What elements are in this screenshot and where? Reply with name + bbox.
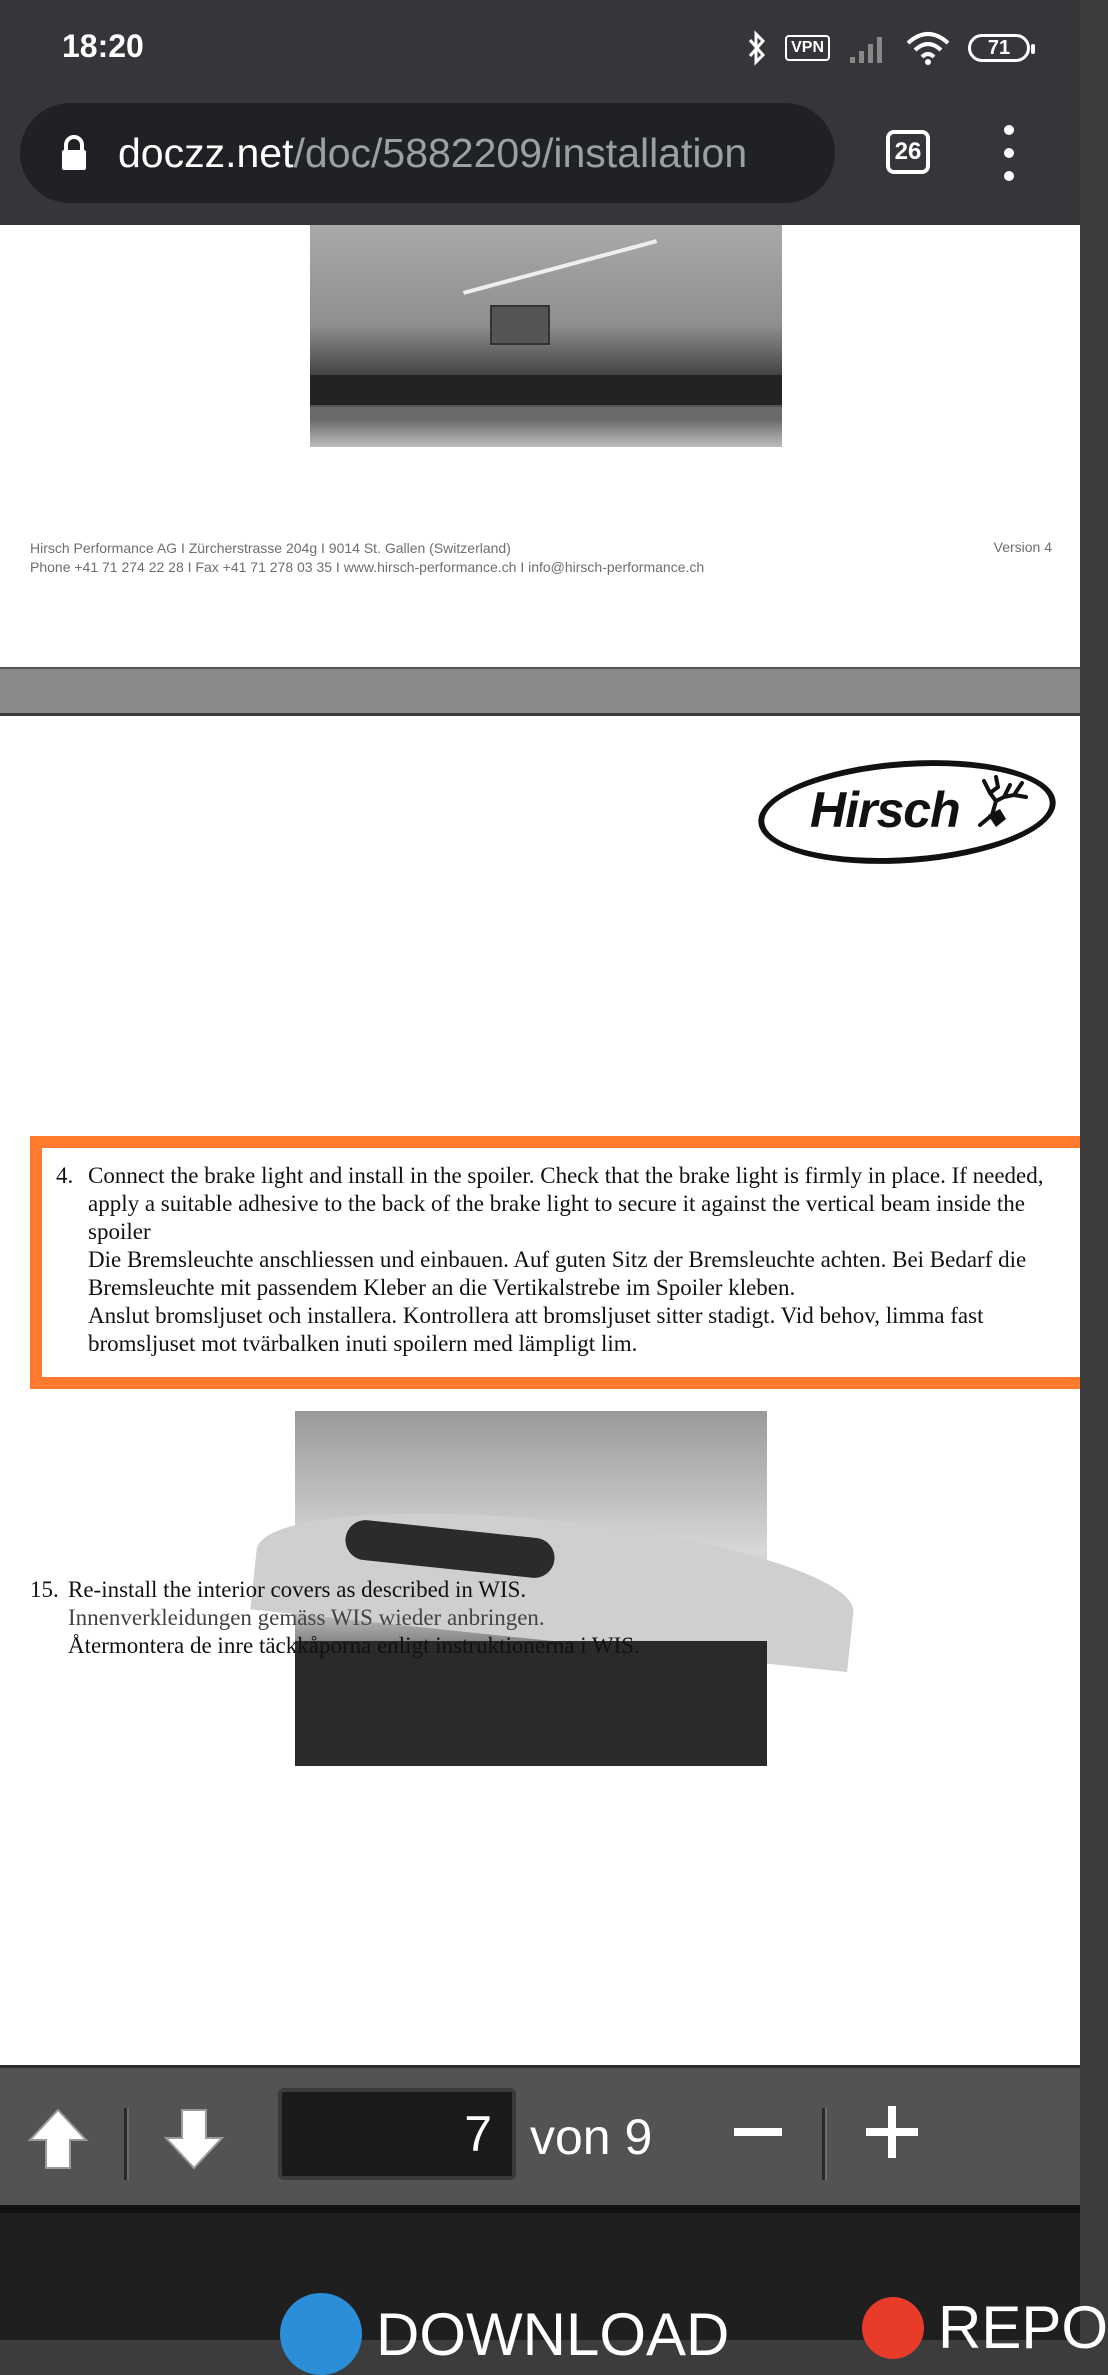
stag-icon <box>970 775 1034 839</box>
highlighted-step-box <box>30 1136 1080 1389</box>
step-number: 4. <box>56 1163 74 1188</box>
page-number-input[interactable]: 7 <box>278 2088 516 2180</box>
download-cloud-icon <box>280 2293 362 2375</box>
page-gap <box>0 669 1080 717</box>
url-text <box>118 130 747 177</box>
lock-icon <box>60 135 88 171</box>
battery-icon <box>968 34 1030 62</box>
tab-count: 26 <box>894 138 922 165</box>
installation-photo-top <box>310 225 782 447</box>
step-body <box>88 1162 1078 1358</box>
overflow-menu-button[interactable] <box>994 125 1024 181</box>
url-host: doczz.net <box>118 129 294 176</box>
report-label: REPO <box>938 2294 1108 2361</box>
browser-toolbar <box>0 95 1080 225</box>
footer-address: Hirsch Performance AG I Zürcherstrasse 204g I 9014 St. Gallen (Switzerland) <box>30 540 511 556</box>
previous-page-button[interactable] <box>28 2108 88 2170</box>
photo-beam-edge <box>310 407 782 421</box>
step-text-de: Innenverkleidungen gemäss WIS wieder anbringen. <box>68 1605 545 1630</box>
page-total-label: von 9 <box>530 2109 653 2165</box>
step-text-de: Die Bremsleuchte anschliessen und einbauen. Auf guten Sitz der Bremsleuchte achten. Bei Bedarf die Bremsleuchte mit passendem Kleber an die Vertikalstrebe im Spoiler kleben. <box>88 1247 1027 1300</box>
status-icons <box>747 28 1030 68</box>
photo-cable <box>463 239 657 295</box>
zoom-out-button[interactable] <box>734 2128 782 2136</box>
vpn-icon: VPN <box>785 35 830 61</box>
zoom-in-button[interactable] <box>866 2106 918 2158</box>
step-text-en: Re-install the interior covers as described in WIS. <box>68 1577 527 1602</box>
step-text-sv: Anslut bromsljuset och installera. Kontrollera att bromsljuset sitter stadigt. Vid behov, limma fast bromsljuset mot tvärbalken inuti spoilern med lämpligt lim. <box>88 1303 984 1356</box>
download-label: DOWNLOAD <box>376 2300 730 2368</box>
next-page-button[interactable] <box>164 2108 224 2170</box>
menu-dot <box>1004 125 1014 135</box>
bluetooth-icon <box>747 31 767 65</box>
url-path: /doc/5882209/installation <box>293 129 748 176</box>
status-bar <box>0 0 1080 95</box>
pdf-page-7 <box>0 716 1080 2065</box>
battery-level: 71 <box>987 36 1011 59</box>
photo-connector <box>490 305 550 345</box>
pdf-navigation-bar <box>0 2065 1080 2205</box>
step-text-sv: Återmontera de inre täckkåporna enligt instruktionerna i WIS. <box>68 1633 640 1658</box>
menu-dot <box>1004 171 1014 181</box>
hirsch-logo <box>758 761 1056 863</box>
nav-separator <box>124 2108 129 2180</box>
step-body <box>68 1576 1058 1660</box>
signal-icon <box>848 33 888 63</box>
status-time: 18:20 <box>62 28 144 64</box>
page-footer <box>30 539 704 577</box>
download-button[interactable] <box>280 2293 729 2375</box>
step-number: 15. <box>30 1577 59 1602</box>
pdf-viewport[interactable] <box>0 225 1080 2065</box>
report-button[interactable] <box>862 2293 1108 2362</box>
footer-version: Version 4 <box>993 539 1052 555</box>
pdf-page-6 <box>0 225 1080 667</box>
footer-contact: Phone +41 71 274 22 28 I Fax +41 71 278 03 35 I www.hirsch-performance.ch I info@hirsch-performance.ch <box>30 559 705 575</box>
bottom-action-bar <box>0 2205 1108 2368</box>
wifi-icon <box>906 31 950 65</box>
logo-text: Hirsch <box>810 782 960 838</box>
sad-face-icon <box>862 2297 924 2359</box>
address-bar[interactable] <box>20 103 835 203</box>
menu-dot <box>1004 148 1014 158</box>
tab-switcher-button[interactable] <box>886 130 930 174</box>
step-text-en: Connect the brake light and install in the spoiler. Check that the brake light is firmly in place. If needed, apply a suitable adhesive to the back of the brake light to secure it against the vertical beam inside the spoiler <box>88 1163 1044 1244</box>
photo-beam <box>310 375 782 405</box>
zoom-separator <box>822 2108 827 2180</box>
